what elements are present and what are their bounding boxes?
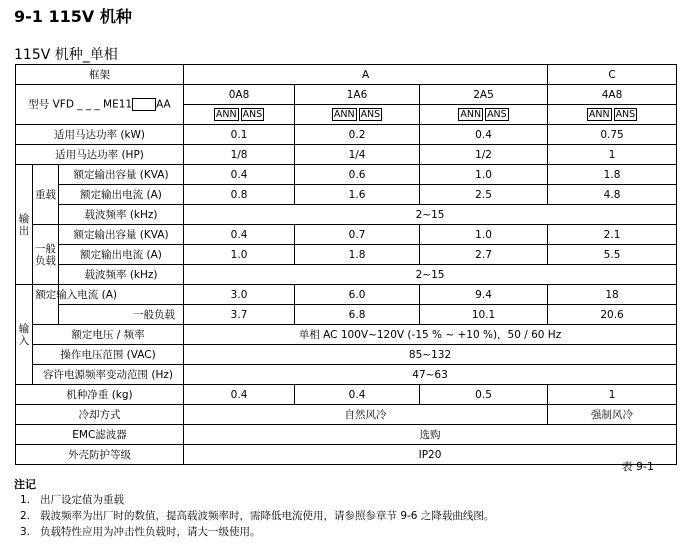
table-cell: 85~132: [184, 345, 677, 365]
table-cell: 3.0: [184, 285, 295, 305]
note-number: 2.: [20, 510, 31, 522]
frame-label: 框架: [16, 65, 184, 85]
list-item: [20, 492, 494, 508]
ann-tag: ANN: [460, 109, 482, 120]
table-cell: 单相 AC 100V~120V (-15 % ~ +10 %)，50 / 60 Hz: [184, 325, 677, 345]
table-row: [16, 185, 677, 205]
list-item: [20, 508, 494, 524]
table-cell: 选购: [184, 425, 677, 445]
table-row: [16, 425, 677, 445]
table-cell: 1.6: [295, 185, 420, 205]
row-label: 冷却方式: [16, 405, 184, 425]
row-label: EMC滤波器: [16, 425, 184, 445]
table-cell: 47~63: [184, 365, 677, 385]
table-cell: 0.2: [295, 125, 420, 145]
row-label: 操作电压范围 (VAC): [33, 345, 184, 365]
model-blank-box: [132, 98, 156, 111]
ans-tag: ANS: [360, 109, 381, 120]
row-label: 额定输出容量 (KVA): [59, 165, 184, 185]
row-label: 额定输出电流 (A): [59, 245, 184, 265]
input-current-label: 额定输入电流 (A): [35, 288, 118, 301]
tags-2a5: [420, 105, 548, 125]
table-row: [16, 225, 677, 245]
table-cell: 1.8: [548, 165, 677, 185]
model-0a8: 0A8: [184, 85, 295, 105]
table-row: [16, 205, 677, 225]
model-row: [16, 85, 677, 105]
heavy-duty-label: 重载: [33, 165, 59, 225]
row-label: [35, 285, 184, 305]
table-row: [16, 265, 677, 285]
table-row: [16, 305, 677, 325]
table-cell: 2.7: [420, 245, 548, 265]
frame-row: [16, 65, 677, 85]
table-cell: 10.1: [420, 305, 548, 325]
frame-c: C: [548, 65, 677, 85]
ann-tag: ANN: [588, 109, 610, 120]
table-row: [16, 445, 677, 465]
table-cell: 2~15: [184, 265, 677, 285]
input-group-label: 输入: [16, 285, 33, 385]
model-1a6: 1A6: [295, 85, 420, 105]
table-cell: 6.8: [295, 305, 420, 325]
table-cell: 0.75: [548, 125, 677, 145]
table-cell: 5.5: [548, 245, 677, 265]
model-label-cell: [16, 85, 184, 125]
table-cell: 1.0: [420, 225, 548, 245]
ans-tag: ANS: [487, 109, 507, 120]
row-label: 载波频率 (kHz): [59, 265, 184, 285]
spec-table: [15, 64, 677, 465]
row-label: 容许电源频率变动范围 (Hz): [33, 365, 184, 385]
note-number: 3.: [20, 526, 31, 538]
table-cell: 2.5: [420, 185, 548, 205]
row-label: 适用马达功率 (kW): [16, 125, 184, 145]
table-row: [16, 165, 677, 185]
table-row: [16, 125, 677, 145]
table-cell: 0.7: [295, 225, 420, 245]
table-cell: 2.1: [548, 225, 677, 245]
row-label: 一般负载: [59, 305, 184, 325]
table-cell: 1: [548, 145, 677, 165]
table-cell: 1.0: [184, 245, 295, 265]
table-cell: 0.1: [184, 125, 295, 145]
table-row: [16, 245, 677, 265]
ann-tag: ANN: [333, 109, 355, 120]
note-number: 1.: [20, 494, 31, 506]
table-cell: 6.0: [295, 285, 420, 305]
table-cell: 0.4: [295, 385, 420, 405]
table-cell: 0.5: [420, 385, 548, 405]
table-cell: 4.8: [548, 185, 677, 205]
table-cell: 3.7: [184, 305, 295, 325]
ans-tag: ANS: [615, 109, 636, 120]
table-cell: 0.6: [295, 165, 420, 185]
table-row: [16, 385, 677, 405]
tags-0a8: [184, 105, 295, 125]
row-label: 机种净重 (kg): [16, 385, 184, 405]
row-label: 载波频率 (kHz): [59, 205, 184, 225]
table-row: [16, 325, 677, 345]
tags-4a8: [548, 105, 677, 125]
table-cell: 0.4: [184, 385, 295, 405]
model-4a8: 4A8: [548, 85, 677, 105]
ann-tag: ANN: [215, 109, 237, 120]
row-label: 额定电压 / 频率: [33, 325, 184, 345]
model-2a5: 2A5: [420, 85, 548, 105]
table-cell: 0.8: [184, 185, 295, 205]
table-cell: 20.6: [548, 305, 677, 325]
section-title: 9-1 115V 机种: [14, 7, 132, 26]
table-cell: 强制风冷: [548, 405, 677, 425]
notes-list: [20, 492, 494, 540]
model-suffix: AA: [156, 98, 171, 111]
note-text: 出厂设定值为重载: [40, 494, 124, 506]
table-row: [16, 145, 677, 165]
normal-duty-label: 一般负载: [33, 225, 59, 285]
row-label: 适用马达功率 (HP): [16, 145, 184, 165]
table-caption: 表 9-1: [621, 460, 654, 473]
table-row: [16, 345, 677, 365]
tags-1a6: [295, 105, 420, 125]
frame-a: A: [184, 65, 548, 85]
table-row: [16, 365, 677, 385]
table-cell: 1.0: [420, 165, 548, 185]
output-group-label: 输出: [16, 165, 33, 285]
row-label: 额定输出容量 (KVA): [59, 225, 184, 245]
model-label: 型号 VFD _ _ _ ME11: [28, 98, 133, 111]
table-cell: IP20: [184, 445, 677, 465]
table-row: [16, 285, 677, 305]
table-cell: 0.4: [420, 125, 548, 145]
table-cell: 9.4: [420, 285, 548, 305]
table-cell: 1/8: [184, 145, 295, 165]
note-text: 载波频率为出厂时的数值，提高载波频率时，需降低电流使用，请参照参章节 9-6 之降载曲线图。: [40, 510, 495, 522]
table-row: [16, 405, 677, 425]
table-subtitle: 115V 机种_单相: [14, 47, 118, 63]
table-cell: 0.4: [184, 165, 295, 185]
row-label: 外壳防护等级: [16, 445, 184, 465]
table-cell: 1: [548, 385, 677, 405]
ans-tag: ANS: [242, 109, 263, 120]
table-cell: 2~15: [184, 205, 677, 225]
table-cell: 0.4: [184, 225, 295, 245]
notes-title: 注记: [14, 478, 36, 491]
table-cell: 1/2: [420, 145, 548, 165]
table-cell: 1.8: [295, 245, 420, 265]
table-cell: 18: [548, 285, 677, 305]
list-item: [20, 524, 494, 540]
row-label: 额定输出电流 (A): [59, 185, 184, 205]
note-text: 负载特性应用为冲击性负载时，请大一级使用。: [40, 526, 261, 538]
table-cell: 1/4: [295, 145, 420, 165]
table-cell: 自然风冷: [184, 405, 548, 425]
